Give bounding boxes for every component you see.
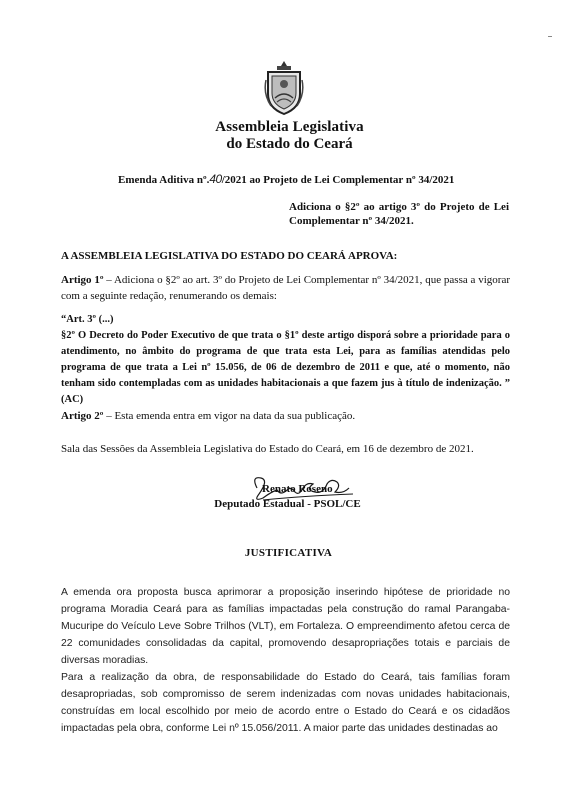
article-2-text: – Esta emenda entra em vigor na data da sua publicação. — [103, 410, 356, 422]
article-1-label: Artigo 1º — [61, 274, 104, 286]
organization-name-line2: do Estado do Ceará — [226, 136, 353, 152]
amendment-number: 40 — [209, 172, 222, 186]
scan-mark — [548, 36, 552, 37]
article-1 — [61, 272, 510, 304]
state-coat-of-arms-icon — [263, 60, 305, 116]
amendment-title — [118, 172, 454, 186]
approval-statement: A ASSEMBLEIA LEGISLATIVA DO ESTADO DO CEARÁ APROVA: — [61, 250, 398, 262]
signer-name: Renato Roseno — [262, 483, 333, 495]
quoted-article-heading: “Art. 3º (...) — [61, 314, 114, 325]
article-1-text: – Adiciona o §2º ao art. 3º do Projeto de Lei Complementar nº 34/2021, que passa a vigorar com a seguinte redação, renumerando os demais: — [61, 274, 510, 302]
session-place-date: Sala das Sessões da Assembleia Legislativa do Estado do Ceará, em 16 de dezembro de 2021. — [61, 443, 474, 455]
amendment-prefix: Emenda Aditiva nº. — [118, 174, 210, 186]
quoted-article-body: §2º O Decreto do Poder Executivo de que trata o §1º deste artigo disporá sobre a prioridade para o atendimento, no âmbito do programa de que trata esta Lei, para as famílias atendidas pelo programa de que trata a Lei nº 15.056, de 06 de dezembro de 2011 e que, até o momento, não tenham sido contempladas com as unidades habitacionais a que fazem jus à título de indenização. ” (AC) — [61, 330, 510, 405]
article-2-label: Artigo 2º — [61, 410, 104, 422]
justification-paragraph-2: Para a realização da obra, de responsabilidade do Estado do Ceará, tais famílias foram desapropriadas, sob compromisso de serem indenizadas com novas unidades habitacionais, construídas em local escolhido por meio de acordo entre o Estado do Ceará e os cidadãos impactadas pela obra, conforme Lei nº 15.056/2011. A maior parte das unidades destinadas ao — [61, 672, 510, 734]
organization-name-line1: Assembleia Legislativa — [215, 119, 364, 135]
amendment-summary: Adiciona o §2º ao artigo 3º do Projeto de Lei Complementar nº 34/2021. — [289, 201, 509, 227]
justification-paragraph-1: A emenda ora proposta busca aprimorar a proposição inserindo hipótese de prioridade no programa Moradia Ceará para as famílias impactadas pela construção do ramal Parangaba-Mucuripe do Veículo Leve Sobre Trilhos (VLT), em Fortaleza. O empreendimento afetou cerca de 22 comunidades consolidadas da capital, promovendo desapropriações totais e parciais de diversas moradias. — [61, 587, 510, 666]
article-2 — [61, 410, 355, 422]
quoted-article — [61, 312, 510, 408]
signer-role: Deputado Estadual - PSOL/CE — [214, 498, 361, 510]
amendment-suffix: /2021 ao Projeto de Lei Complementar nº 34/2021 — [221, 174, 455, 186]
justification-heading: JUSTIFICATIVA — [244, 547, 333, 559]
